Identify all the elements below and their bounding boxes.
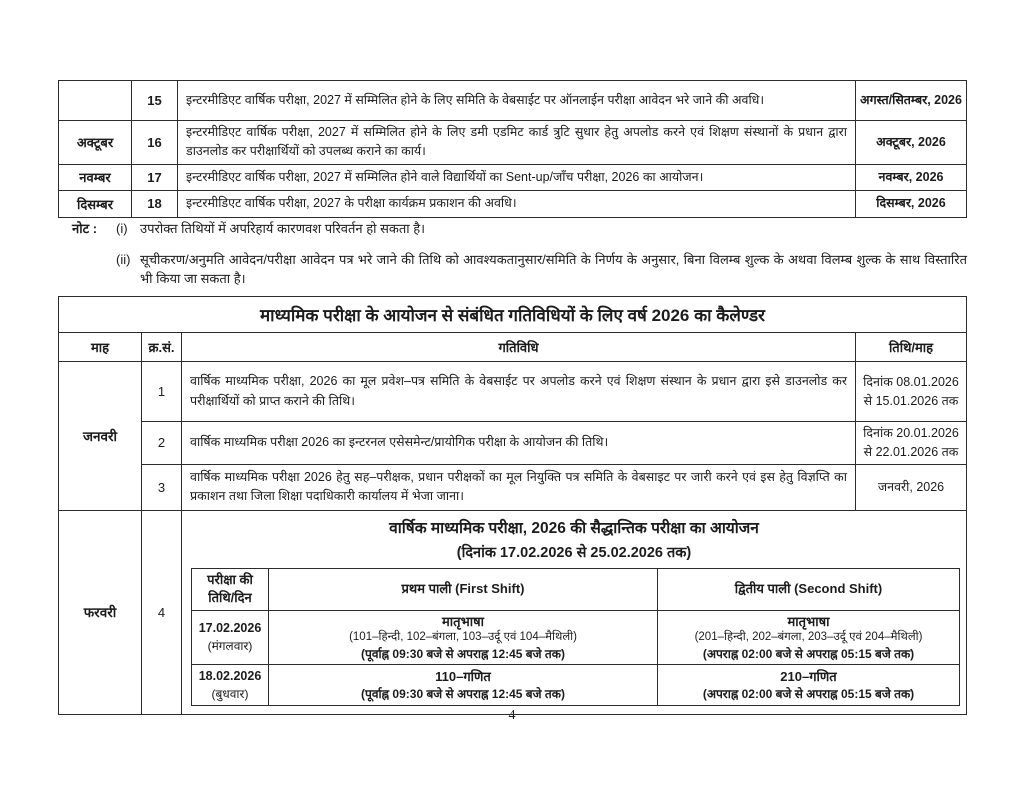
serial-cell: 3 — [142, 464, 182, 510]
date-cell — [856, 464, 967, 510]
serial-cell: 16 — [132, 121, 178, 165]
note-item — [72, 220, 977, 239]
activity-cell: इन्टरमीडिएट वार्षिक परीक्षा, 2027 में सम्मिलित होने के लिए डमी एडमिट कार्ड त्रुटि सुधार हेतु अपलोड करने एवं शिक्षण संस्थानों के प्रधान द्वारा डाउनलोड कर परीक्षार्थियों को उपलब्ध कराने का कार्य। — [178, 121, 856, 165]
exam-date-cell — [192, 665, 269, 706]
shift-time: (पूर्वाह्न 09:30 बजे से अपराह्न 12:45 बजे तक) — [361, 686, 565, 701]
header-activity: गतिविधि — [182, 333, 856, 362]
date-line: जनवरी, 2026 — [877, 479, 945, 494]
table-title: माध्यमिक परीक्षा के आयोजन से संबंधित गतिविधियों के लिए वर्ष 2026 का कैलेण्डर — [59, 297, 967, 333]
note-label: नोट : — [72, 221, 98, 236]
table-row — [59, 190, 967, 217]
page-number: 4 — [508, 708, 516, 723]
subject-name: मातृभाषा — [787, 613, 830, 629]
february-exam-block — [182, 510, 967, 715]
exam-date-cell — [192, 610, 269, 665]
month-cell: दिसम्बर — [59, 190, 132, 217]
second-shift-cell — [658, 610, 960, 665]
note-text: सूचीकरण/अनुमति आवेदन/परीक्षा आवेदन पत्र भरे जाने की तिथि को आवश्यकतानुसार/समिति के निर्णय के अनुसार, बिना विलम्ब शुल्क के अथवा विलम्ब शुल्क के साथ विस्तारित भी किया जा सकता है। — [140, 251, 967, 286]
table-row-february — [59, 510, 967, 715]
activity-cell: इन्टरमीडिएट वार्षिक परीक्षा, 2027 में सम्मिलित होने के लिए समिति के वेबसाईट पर ऑनलाईन परीक्षा आवेदन भरे जाने की अवधि। — [178, 81, 856, 121]
serial-cell: 18 — [132, 190, 178, 217]
note-marker: (ii) — [116, 251, 131, 267]
date-line: से 22.01.2026 तक — [863, 444, 959, 459]
activity-cell: इन्टरमीडिएट वार्षिक परीक्षा, 2027 के परीक्षा कार्यक्रम प्रकाशन की अवधि। — [178, 190, 856, 217]
note-marker: (i) — [116, 221, 128, 236]
header-first-shift: प्रथम पाली (First Shift) — [269, 568, 658, 610]
second-shift-cell — [658, 665, 960, 706]
header-date: तिथि/माह — [856, 333, 967, 362]
table-row — [59, 422, 967, 465]
schedule-row — [192, 610, 960, 665]
table-row — [59, 81, 967, 121]
first-shift-cell — [269, 665, 658, 706]
table-row — [59, 464, 967, 510]
month-cell-january: जनवरी — [59, 362, 142, 511]
date-line: से 15.01.2026 तक — [863, 393, 959, 408]
subject-codes: (101–हिन्दी, 102–बंगला, 103–उर्दू एवं 104–मैथिली) — [349, 631, 577, 644]
date-cell — [856, 422, 967, 465]
header-month: माह — [59, 333, 142, 362]
activity-cell: वार्षिक माध्यमिक परीक्षा, 2026 का मूल प्रवेश–पत्र समिति के वेबसाईट पर अपलोड करने एवं शिक्षण संस्थान के प्रधान द्वारा इसे डाउनलोड कर परीक्षार्थियों को प्राप्त कराने की तिथि। — [182, 362, 856, 422]
date-cell — [856, 362, 967, 422]
shift-time: (पूर्वाह्न 09:30 बजे से अपराह्न 12:45 बजे तक) — [361, 646, 565, 661]
schedule-row — [192, 665, 960, 706]
february-subtitle: वार्षिक माध्यमिक परीक्षा, 2026 की सैद्धान्तिक परीक्षा का आयोजन — [389, 519, 759, 537]
serial-cell: 1 — [142, 362, 182, 422]
notes-section — [72, 220, 977, 301]
header-serial: क्र.सं. — [142, 333, 182, 362]
header-exam-date: परीक्षा की तिथि/दिन — [192, 568, 269, 610]
note-label-spacer — [72, 251, 116, 289]
table-row — [59, 121, 967, 165]
exam-day: (मंगलवार) — [207, 638, 253, 653]
schedule-header-row — [192, 568, 960, 610]
activity-cell: इन्टरमीडिएट वार्षिक परीक्षा, 2027 में सम्मिलित होने वाले विद्यार्थियों का Sent-up/जाँच परीक्षा, 2026 का आयोजन। — [178, 164, 856, 190]
matric-calendar-table — [58, 296, 967, 715]
serial-cell: 17 — [132, 164, 178, 190]
date-cell: नवम्बर, 2026 — [856, 164, 967, 190]
note-text: उपरोक्त तिथियों में अपरिहार्य कारणवश परिवर्तन हो सकता है। — [140, 221, 426, 236]
shift-time: (अपराह्न 02:00 बजे से अपराह्न 05:15 बजे तक) — [702, 686, 915, 701]
table-header-row — [59, 333, 967, 362]
date-line: दिनांक 20.01.2026 — [863, 426, 959, 440]
month-cell: अक्टूबर — [59, 121, 132, 165]
first-shift-cell — [269, 610, 658, 665]
activity-cell: वार्षिक माध्यमिक परीक्षा 2026 का इन्टरनल एसेसमेन्ट/प्रायोगिक परीक्षा के आयोजन की तिथि। — [182, 422, 856, 465]
activity-cell: वार्षिक माध्यमिक परीक्षा 2026 हेतु सह–परीक्षक, प्रधान परीक्षकों का मूल नियुक्ति पत्र समिति के वेबसाइट पर जारी करने एवं इस हेतु विज्ञप्ति का प्रकाशन तथा जिला शिक्षा पदाधिकारी कार्यालय में भेजा जाना। — [182, 464, 856, 510]
month-cell — [59, 81, 132, 121]
date-cell: दिसम्बर, 2026 — [856, 190, 967, 217]
serial-cell: 2 — [142, 422, 182, 465]
month-cell: नवम्बर — [59, 164, 132, 190]
subject-name: 210–गणित — [780, 669, 837, 685]
date-line: दिनांक 08.01.2026 — [863, 374, 959, 389]
exam-date: 17.02.2026 — [198, 621, 262, 636]
exam-date: 18.02.2026 — [198, 669, 262, 684]
subject-name: 110–गणित — [435, 669, 491, 685]
shift-time: (अपराह्न 02:00 बजे से अपराह्न 05:15 बजे तक) — [702, 646, 915, 661]
subject-name: मातृभाषा — [442, 613, 484, 629]
table-row — [59, 362, 967, 422]
serial-cell: 4 — [142, 510, 182, 715]
theory-exam-schedule-table — [191, 568, 960, 707]
month-cell-february: फरवरी — [59, 510, 142, 715]
intermediate-calendar-table — [58, 80, 967, 218]
february-date-range: (दिनांक 17.02.2026 से 25.02.2026 तक) — [456, 544, 692, 561]
exam-day: (बुधवार) — [211, 686, 249, 701]
header-second-shift: द्वितीय पाली (Second Shift) — [658, 568, 960, 610]
subject-codes: (201–हिन्दी, 202–बंगला, 203–उर्दू एवं 204–मैथिली) — [694, 631, 923, 644]
date-cell: अक्टूबर, 2026 — [856, 121, 967, 165]
note-item — [72, 251, 977, 289]
table-row — [59, 164, 967, 190]
serial-cell: 15 — [132, 81, 178, 121]
date-cell: अगस्त/सितम्बर, 2026 — [856, 81, 967, 121]
table-title-row — [59, 297, 967, 333]
